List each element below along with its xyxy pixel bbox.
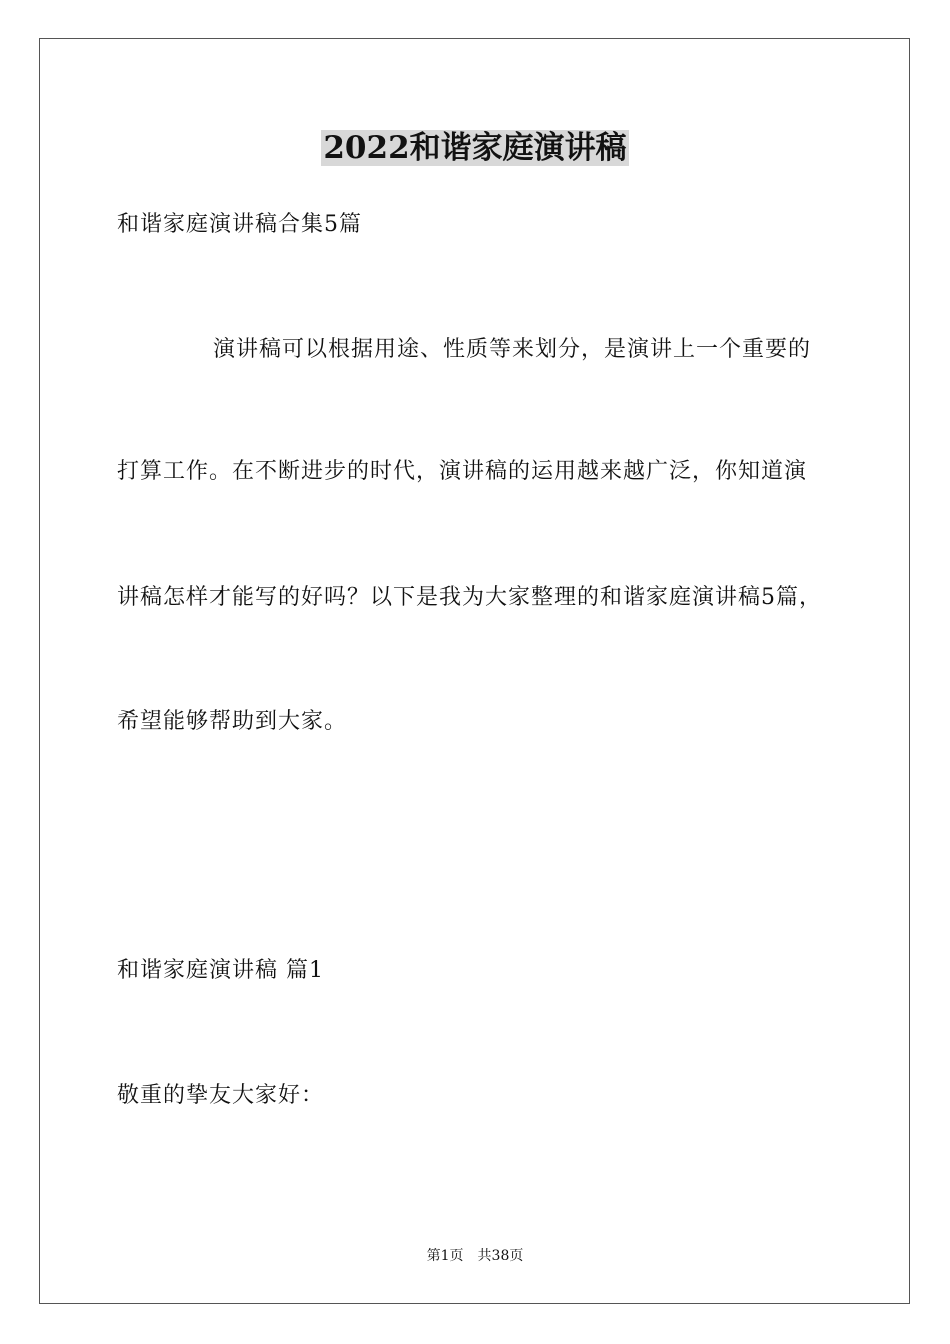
page-current: 第1页 xyxy=(426,1248,464,1264)
page-footer xyxy=(0,1247,950,1265)
intro-line-3: 讲稿怎样才能写的好吗？以下是我为大家整理的和谐家庭演讲稿5篇， xyxy=(117,585,822,610)
document-subtitle: 和谐家庭演讲稿合集5篇 xyxy=(117,212,362,237)
section-heading: 和谐家庭演讲稿 篇1 xyxy=(117,958,324,983)
intro-line-4: 希望能够帮助到大家。 xyxy=(117,709,348,734)
document-title-text: 2022和谐家庭演讲稿 xyxy=(323,130,627,166)
intro-line-2: 打算工作。在不断进步的时代，演讲稿的运用越来越广泛，你知道演 xyxy=(117,459,808,484)
intro-line-1: 演讲稿可以根据用途、性质等来划分，是演讲上一个重要的 xyxy=(213,337,812,362)
page-total: 共38页 xyxy=(477,1248,524,1264)
greeting-line: 敬重的挚友大家好： xyxy=(117,1083,325,1108)
document-title xyxy=(0,128,950,168)
